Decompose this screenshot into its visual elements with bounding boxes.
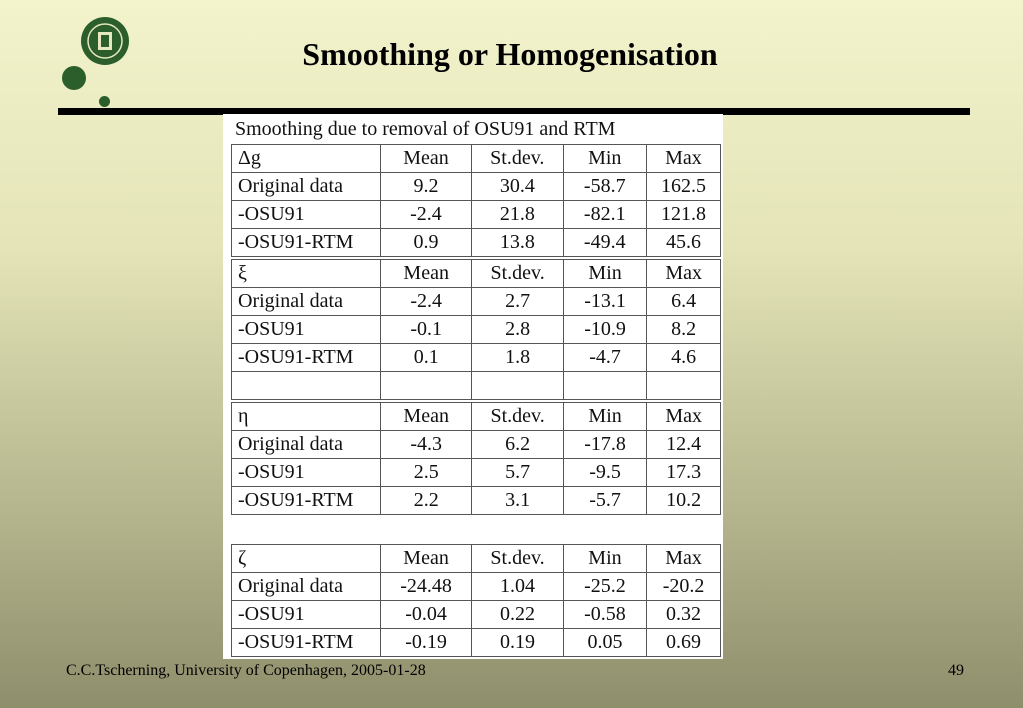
cell: 0.32 <box>647 601 721 629</box>
stats-table <box>231 544 721 657</box>
col-max: Max <box>647 403 721 431</box>
cell: -0.19 <box>380 629 471 657</box>
block-xi <box>231 259 723 400</box>
header-row <box>232 403 721 431</box>
table-row <box>232 431 721 459</box>
cell: 0.22 <box>472 601 564 629</box>
col-mean: Mean <box>380 145 471 173</box>
col-mean: Mean <box>381 403 472 431</box>
cell: 2.7 <box>472 288 564 316</box>
col-max: Max <box>646 145 720 173</box>
cell: 8.2 <box>647 316 721 344</box>
cell: -17.8 <box>563 431 646 459</box>
col-mean: Mean <box>380 545 471 573</box>
col-min: Min <box>563 545 646 573</box>
table-row <box>232 629 721 657</box>
cell: 0.19 <box>472 629 564 657</box>
table-row <box>232 573 721 601</box>
cell: 1.8 <box>472 344 564 372</box>
stats-table <box>231 144 721 257</box>
block-eta <box>231 402 723 515</box>
col-stdev: St.dev. <box>472 145 564 173</box>
cell: -5.7 <box>563 487 646 515</box>
row-label: -OSU91-RTM <box>232 344 381 372</box>
cell: 6.4 <box>647 288 721 316</box>
block-symbol: ξ <box>232 260 381 288</box>
row-label: Original data <box>232 573 381 601</box>
cell: -0.58 <box>563 601 646 629</box>
cell: 4.6 <box>647 344 721 372</box>
row-label: -OSU91-RTM <box>232 629 381 657</box>
col-max: Max <box>647 545 721 573</box>
cell: 2.2 <box>381 487 472 515</box>
row-label: Original data <box>232 173 381 201</box>
header-row <box>232 145 721 173</box>
table-row <box>232 459 721 487</box>
header-row <box>232 545 721 573</box>
row-label: -OSU91 <box>232 316 381 344</box>
table-row <box>232 288 721 316</box>
block-symbol: η <box>232 403 381 431</box>
table-row <box>232 201 721 229</box>
cell: 30.4 <box>472 173 564 201</box>
cell: -0.04 <box>380 601 471 629</box>
row-label: -OSU91 <box>232 459 381 487</box>
decorative-dot-large <box>62 66 86 90</box>
cell: 0.9 <box>380 229 471 257</box>
cell: 0.69 <box>647 629 721 657</box>
col-stdev: St.dev. <box>472 545 564 573</box>
col-min: Min <box>563 260 646 288</box>
cell: 2.8 <box>472 316 564 344</box>
cell: 17.3 <box>647 459 721 487</box>
cell: 2.5 <box>381 459 472 487</box>
cell: -49.4 <box>563 229 646 257</box>
cell: 6.2 <box>472 431 564 459</box>
row-label: -OSU91-RTM <box>232 229 381 257</box>
cell: -9.5 <box>563 459 646 487</box>
cell: -4.3 <box>381 431 472 459</box>
cell: 45.6 <box>646 229 720 257</box>
cell: 9.2 <box>380 173 471 201</box>
cell: -2.4 <box>380 201 471 229</box>
table-row <box>232 601 721 629</box>
cell: -10.9 <box>563 316 646 344</box>
cell: 13.8 <box>472 229 564 257</box>
col-mean: Mean <box>381 260 472 288</box>
cell: -2.4 <box>381 288 472 316</box>
block-symbol: Δg <box>232 145 381 173</box>
cell: 10.2 <box>647 487 721 515</box>
cell: -58.7 <box>563 173 646 201</box>
row-label: -OSU91 <box>232 201 381 229</box>
footer-credit: C.C.Tscherning, University of Copenhagen, 2005-01-28 <box>66 662 426 679</box>
cell: 1.04 <box>472 573 564 601</box>
cell: -25.2 <box>563 573 646 601</box>
cell: 162.5 <box>646 173 720 201</box>
cell: 21.8 <box>472 201 564 229</box>
row-label: -OSU91-RTM <box>232 487 381 515</box>
block-delta-g <box>231 144 723 257</box>
col-stdev: St.dev. <box>472 260 564 288</box>
statistics-table-panel <box>223 114 723 659</box>
stats-table <box>231 259 721 400</box>
col-min: Min <box>563 145 646 173</box>
university-seal-icon <box>80 16 130 66</box>
cell: -82.1 <box>563 201 646 229</box>
slide-title: Smoothing or Homogenisation <box>302 36 718 72</box>
cell: 121.8 <box>646 201 720 229</box>
row-label: Original data <box>232 431 381 459</box>
cell: 3.1 <box>472 487 564 515</box>
table-row <box>232 229 721 257</box>
table-row <box>232 344 721 372</box>
page-number: 49 <box>948 662 964 679</box>
col-stdev: St.dev. <box>472 403 564 431</box>
cell: 0.05 <box>563 629 646 657</box>
cell: 0.1 <box>381 344 472 372</box>
cell: 5.7 <box>472 459 564 487</box>
decorative-dot-small <box>99 96 110 107</box>
block-zeta <box>231 544 723 657</box>
cell: -0.1 <box>381 316 472 344</box>
table-caption: Smoothing due to removal of OSU91 and RTM <box>235 118 616 140</box>
table-row <box>232 316 721 344</box>
table-row <box>232 173 721 201</box>
cell: -4.7 <box>563 344 646 372</box>
row-label: Original data <box>232 288 381 316</box>
col-max: Max <box>647 260 721 288</box>
cell: -24.48 <box>380 573 471 601</box>
spacer-row <box>232 372 721 400</box>
col-min: Min <box>563 403 646 431</box>
cell: -13.1 <box>563 288 646 316</box>
stats-table <box>231 402 721 515</box>
cell: -20.2 <box>647 573 721 601</box>
cell: 12.4 <box>647 431 721 459</box>
block-symbol: ζ <box>232 545 381 573</box>
row-label: -OSU91 <box>232 601 381 629</box>
header-row <box>232 260 721 288</box>
table-row <box>232 487 721 515</box>
